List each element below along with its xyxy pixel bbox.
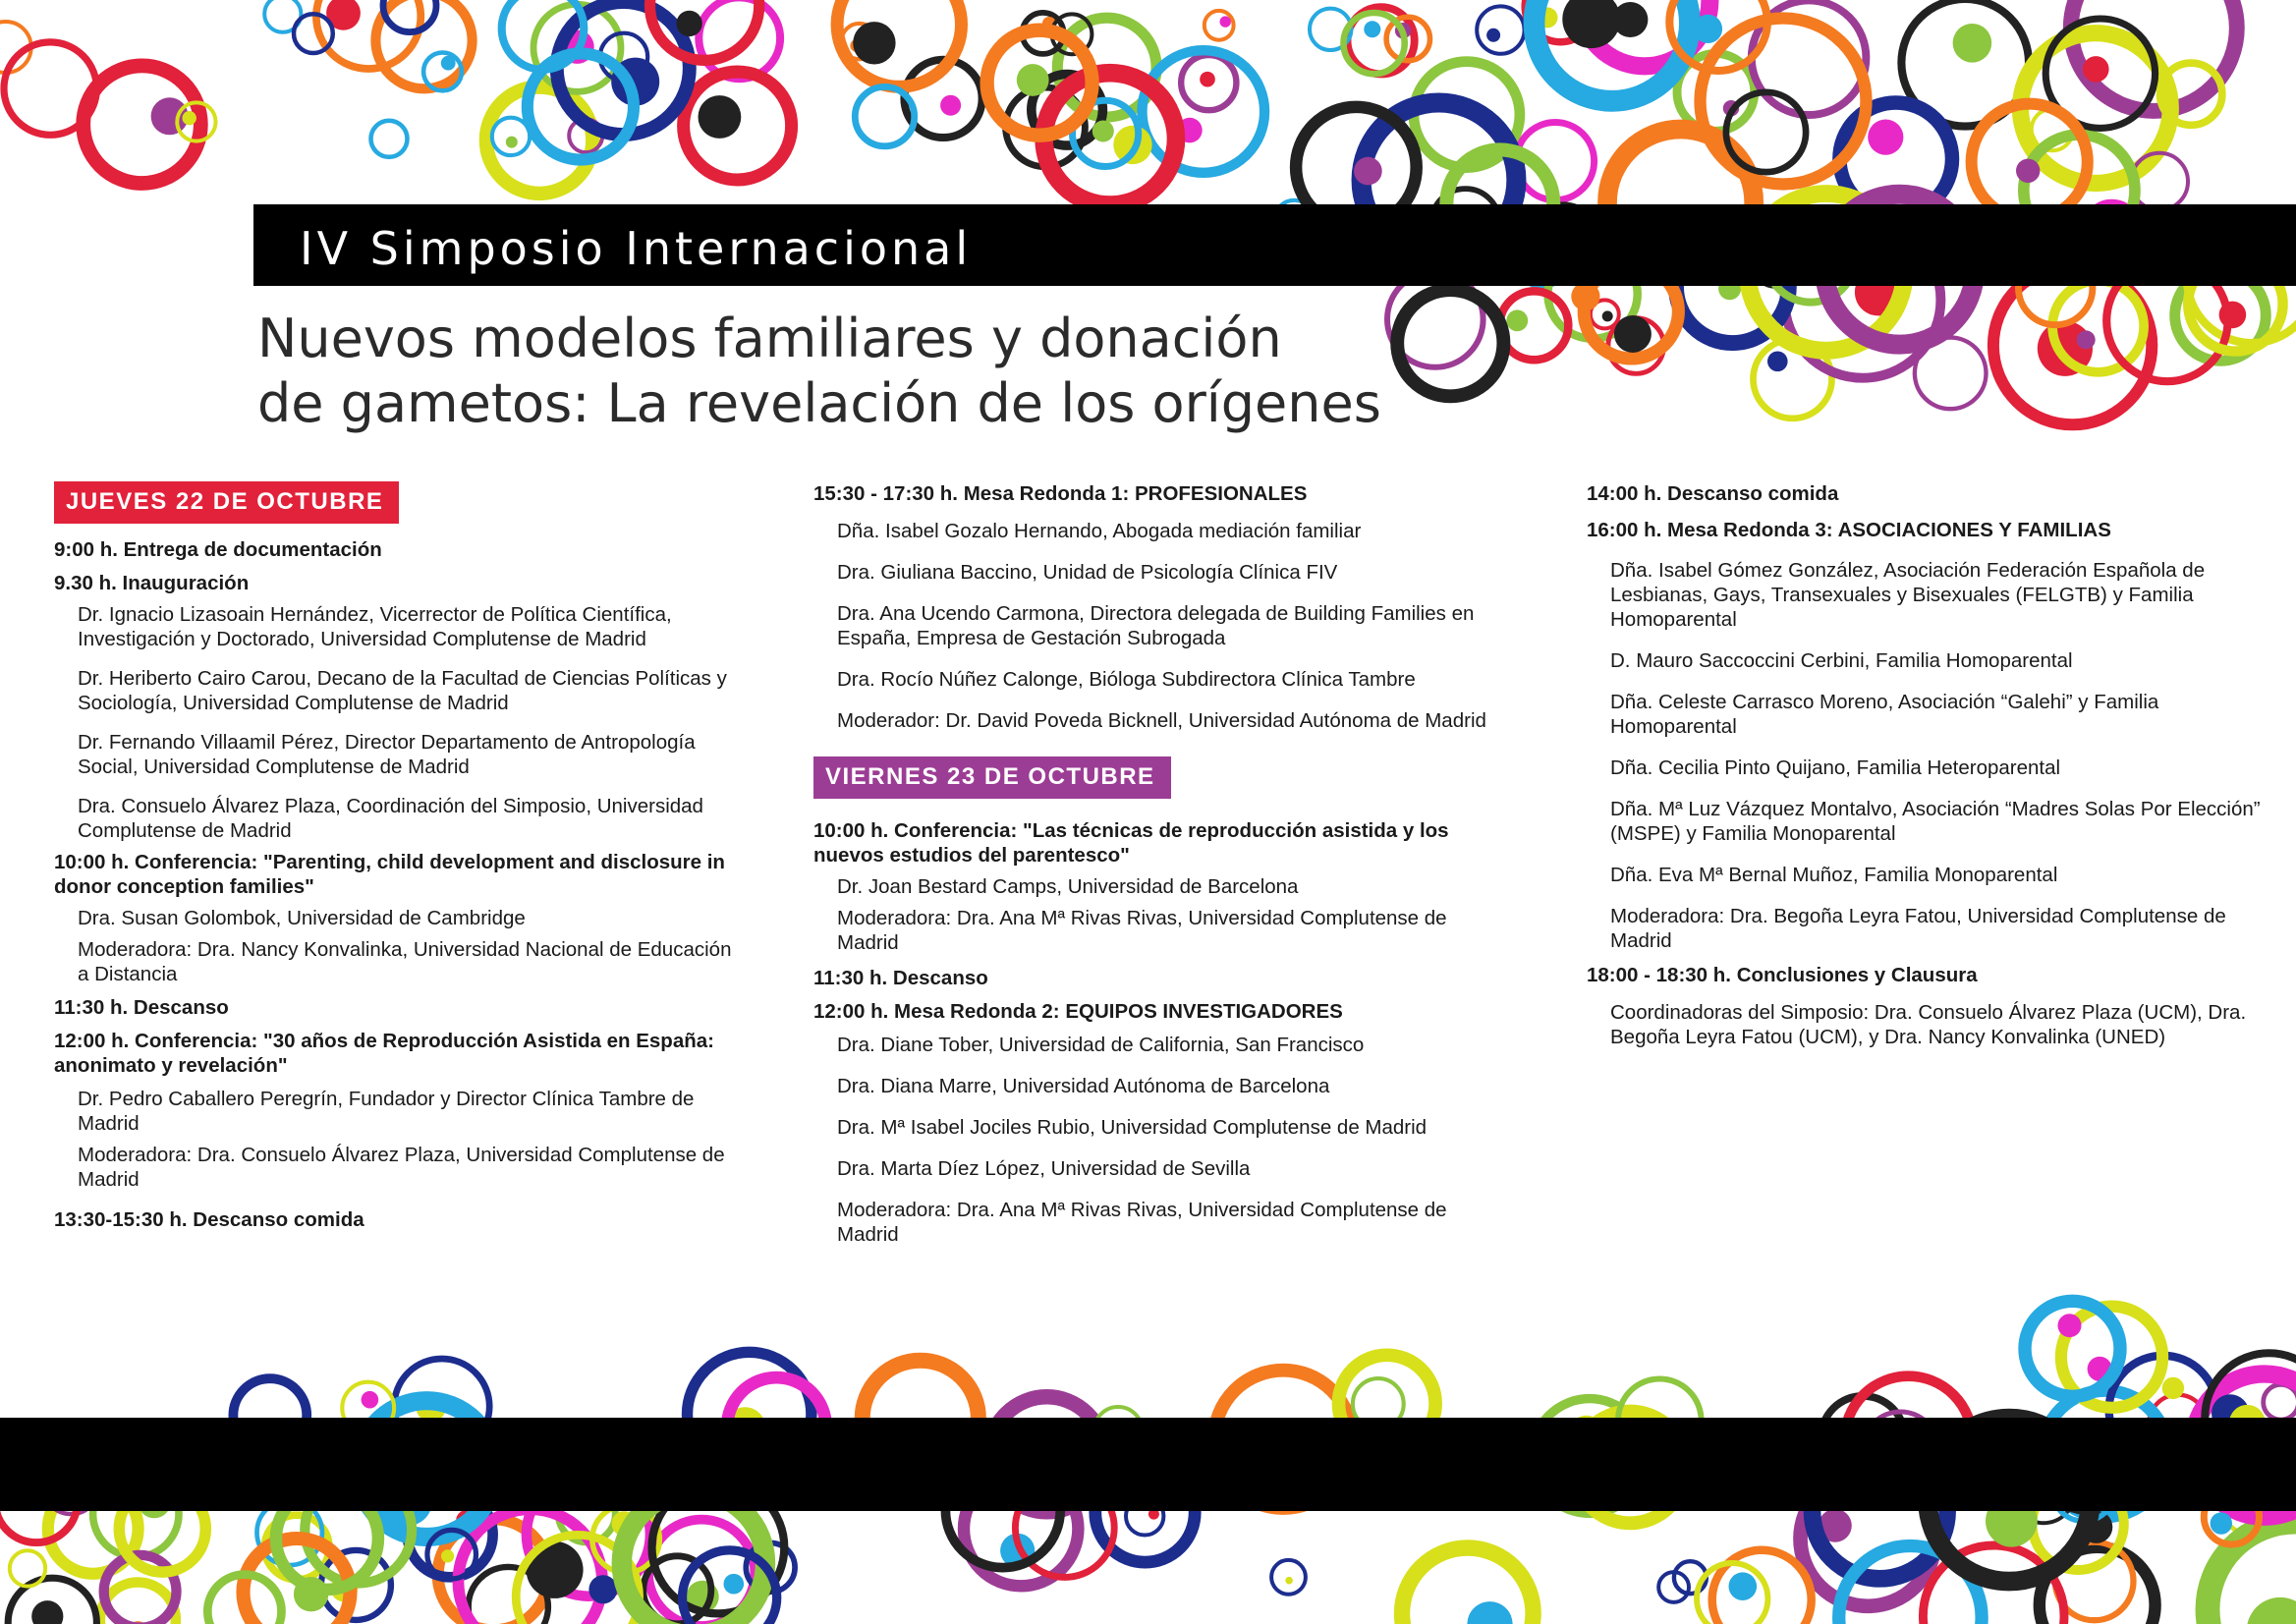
decor-dot (441, 1549, 454, 1562)
speaker-entry: Dña. Celeste Carrasco Moreno, Asociación “Galehi” y Familia Homoparental (1610, 691, 2159, 738)
decor-dot (853, 22, 895, 64)
speaker-entry: Coordinadoras del Simposio: Dra. Consuelo Álvarez Plaza (UCM), Dra. Begoña Leyra Fatou (UCM), y Dra. Nancy Konvalinka (UNED) (1610, 1001, 2247, 1048)
decor-dot (676, 11, 701, 36)
decor-dot (1364, 21, 1380, 37)
session-heading: 11:30 h. Descanso (813, 967, 988, 989)
session-heading: 15:30 - 17:30 h. Mesa Redonda 1: PROFESIONALES (813, 482, 1308, 505)
decor-dot (362, 1391, 379, 1409)
speaker-entry: Dra. Consuelo Álvarez Plaza, Coordinación del Simposio, Universidad Complutense de Madrid (78, 795, 703, 842)
decor-circle (1726, 92, 1806, 172)
title-line: Nuevos modelos familiares y donación (257, 308, 1282, 369)
program-column-2 (813, 481, 1501, 1247)
speaker-entry: Dr. Heriberto Cairo Carou, Decano de la Facultad de Ciencias Políticas y Sociología, Universidad Complutense de Madrid (78, 667, 727, 714)
speaker-entry: Dr. Fernando Villaamil Pérez, Director Departamento de Antropología Social, Universidad Complutense de Madrid (78, 731, 696, 778)
session-heading: 10:00 h. Conferencia: "Las técnicas de reproducción asistida y los nuevos estudios del parentesco" (813, 819, 1449, 867)
speaker-entry: Moderadora: Dra. Nancy Konvalinka, Universidad Nacional de Educación a Distancia (78, 938, 732, 985)
day-badge-thursday: JUEVES 22 DE OCTUBRE (54, 481, 399, 524)
page-title (257, 307, 1381, 436)
speaker-entry: D. Mauro Saccoccini Cerbini, Familia Homoparental (1610, 649, 2073, 672)
decor-dot (1694, 15, 1722, 43)
speaker-entry: Dña. Eva Mª Bernal Muñoz, Familia Monoparental (1610, 864, 2058, 886)
decor-dot (2058, 1314, 2082, 1337)
decor-dot (1354, 157, 1382, 186)
event-label: IV Simposio Internacional (300, 222, 973, 275)
decor-circle (1477, 6, 1524, 53)
decor-dot (506, 137, 518, 148)
program-column-3 (1587, 481, 2274, 1049)
decor-circle (1402, 1548, 1534, 1624)
speaker-entry: Dra. Giuliana Baccino, Unidad de Psicología Clínica FIV (837, 561, 1338, 584)
decor-dot (441, 56, 456, 71)
footer-black-band (0, 1418, 2296, 1511)
decor-dot (940, 95, 961, 116)
session-heading: 10:00 h. Conferencia: "Parenting, child development and disclosure in donor conception families" (54, 851, 725, 898)
decor-dot (1092, 121, 1114, 142)
speaker-entry: Dra. Diana Marre, Universidad Autónoma de Barcelona (837, 1075, 1330, 1097)
decor-circle (2264, 1384, 2296, 1420)
decor-dot (1868, 120, 1903, 155)
decor-dot (2016, 159, 2040, 183)
speaker-entry: Dña. Cecilia Pinto Quijano, Familia Heteroparental (1610, 756, 2061, 779)
speaker-entry: Dra. Diane Tober, Universidad de California, San Francisco (837, 1034, 1365, 1056)
speaker-entry: Moderadora: Dra. Consuelo Álvarez Plaza, Universidad Complutense de Madrid (78, 1144, 725, 1191)
session-heading: 14:00 h. Descanso comida (1587, 482, 1839, 505)
decor-dot (699, 95, 742, 139)
speaker-entry: Dra. Susan Golombok, Universidad de Cambridge (78, 907, 526, 929)
decor-dot (1506, 309, 1528, 331)
program-list (813, 481, 1501, 733)
decor-dot (1953, 24, 1992, 63)
decor-dot (2211, 1512, 2232, 1534)
speaker-entry: Dr. Ignacio Lizasoain Hernández, Vicerrector de Política Científica, Investigación y Doctorado, Universidad Complutense de Madrid (78, 603, 672, 650)
decor-dot (1017, 64, 1049, 96)
speaker-entry: Dña. Isabel Gómez González, Asociación Federación Española de Lesbianas, Gays, Transexuales y Bisexuales (FELGTB) y Familia Homoparental (1610, 559, 2206, 631)
speaker-entry: Dña. Mª Luz Vázquez Montalvo, Asociación “Madres Solas Por Elección” (MSPE) y Familia Monoparental (1610, 798, 2261, 845)
decor-dot (1602, 310, 1613, 321)
session-heading: 13:30-15:30 h. Descanso comida (54, 1208, 364, 1231)
speaker-entry: Dra. Ana Ucendo Carmona, Directora delegada de Building Families en España, Empresa de Gestación Subrogada (837, 602, 1475, 649)
decor-circle (371, 121, 408, 157)
decor-dot (2077, 330, 2096, 349)
session-heading: 9:00 h. Entrega de documentación (54, 538, 382, 561)
decor-dot (2219, 302, 2247, 329)
speaker-entry: Dra. Rocío Núñez Calonge, Bióloga Subdirectora Clínica Tambre (837, 668, 1416, 691)
session-heading: 16:00 h. Mesa Redonda 3: ASOCIACIONES Y FAMILIAS (1587, 519, 2111, 541)
decor-circle (10, 1550, 45, 1586)
speaker-entry: Dr. Pedro Caballero Peregrín, Fundador y Director Clínica Tambre de Madrid (78, 1088, 695, 1135)
program-list (54, 537, 732, 1232)
session-heading: 9.30 h. Inauguración (54, 572, 250, 594)
speaker-entry: Dra. Marta Díez López, Universidad de Sevilla (837, 1157, 1251, 1180)
speaker-entry: Moderadora: Dra. Begoña Leyra Fatou, Universidad Complutense de Madrid (1610, 905, 2226, 952)
session-heading: 12:00 h. Conferencia: "30 años de Reproducción Asistida en España: anonimato y revelación" (54, 1030, 714, 1077)
speaker-entry: Dña. Isabel Gozalo Hernando, Abogada mediación familiar (837, 520, 1362, 542)
speaker-entry: Dra. Mª Isabel Jociles Rubio, Universidad Complutense de Madrid (837, 1116, 1428, 1139)
decor-dot (2083, 56, 2109, 83)
speaker-entry: Moderadora: Dra. Ana Mª Rivas Rivas, Universidad Complutense de Madrid (837, 1199, 1447, 1246)
session-heading: 18:00 - 18:30 h. Conclusiones y Clausura (1587, 964, 1978, 986)
decor-dot (183, 111, 196, 125)
session-heading: 11:30 h. Descanso (54, 996, 229, 1019)
decor-dot (1767, 352, 1788, 372)
program-list (1587, 481, 2274, 1049)
decor-dot (31, 1600, 63, 1624)
title-line: de gametos: La revelación de los orígenes (257, 372, 1381, 434)
decor-dot (1729, 1572, 1758, 1600)
decor-dot (2162, 1377, 2184, 1399)
decor-dot (1200, 72, 1215, 87)
session-heading: 12:00 h. Mesa Redonda 2: EQUIPOS INVESTIGADORES (813, 1000, 1343, 1023)
program-list (813, 818, 1501, 1247)
decor-dot (1285, 1577, 1293, 1585)
decor-dot (1467, 1601, 1512, 1624)
speaker-entry: Dr. Joan Bestard Camps, Universidad de Barcelona (837, 875, 1299, 898)
decor-dot (588, 1575, 617, 1603)
decor-circle (4, 42, 96, 135)
decor-dot (2247, 1597, 2296, 1624)
decor-dot (1614, 315, 1652, 353)
speaker-entry: Moderador: Dr. David Poveda Bicknell, Universidad Autónoma de Madrid (837, 709, 1486, 732)
decor-dot (724, 1574, 745, 1595)
decor-circle (1397, 290, 1503, 396)
decor-dot (1220, 16, 1231, 27)
speaker-entry: Moderadora: Dra. Ana Mª Rivas Rivas, Universidad Complutense de Madrid (837, 907, 1447, 954)
program-column-1 (54, 481, 732, 1232)
day-badge-friday: VIERNES 23 DE OCTUBRE (813, 756, 1171, 799)
decor-dot (1486, 28, 1500, 42)
